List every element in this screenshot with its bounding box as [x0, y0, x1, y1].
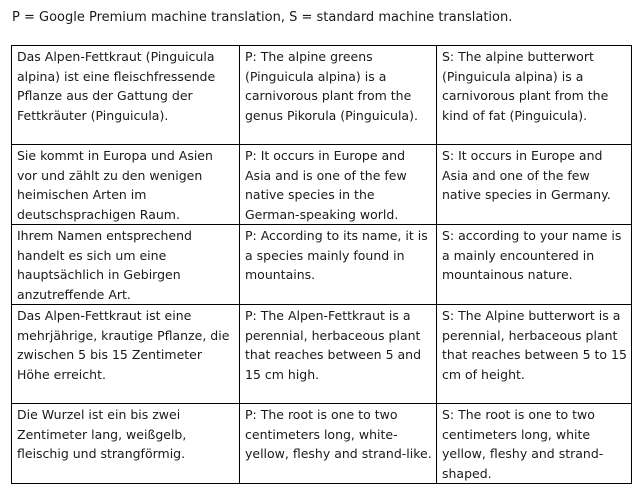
standard-translation-cell: S: according to your name is a mainly encountered in mountainous nature. — [437, 225, 632, 305]
translation-comparison-table — [11, 45, 632, 484]
premium-translation-cell: P: It occurs in Europe and Asia and is one of the few native species in the German-speaking world. — [240, 145, 437, 225]
standard-translation-cell: S: It occurs in Europe and Asia and one of the few native species in Germany. — [437, 145, 632, 225]
german-source-cell: Das Alpen-Fettkraut (Pinguicula alpina) ist eine fleischfressende Pflanze aus der Gattung der Fettkräuter (Pinguicula). — [12, 46, 240, 145]
premium-translation-cell: P: According to its name, it is a species mainly found in mountains. — [240, 225, 437, 305]
table-row — [12, 145, 632, 225]
standard-translation-cell: S: The root is one to two centimeters long, white yellow, fleshy and strand-shaped. — [437, 404, 632, 484]
table-row — [12, 46, 632, 145]
premium-translation-cell: P: The root is one to two centimeters long, white-yellow, fleshy and strand-like. — [240, 404, 437, 484]
legend-caption: P = Google Premium machine translation, S = standard machine translation. — [12, 10, 513, 25]
german-source-cell: Ihrem Namen entsprechend handelt es sich um eine hauptsächlich in Gebirgen anzutreffende Art. — [12, 225, 240, 305]
table-row — [12, 404, 632, 484]
standard-translation-cell: S: The alpine butterwort (Pinguicula alpina) is a carnivorous plant from the kind of fat (Pinguicula). — [437, 46, 632, 145]
premium-translation-cell: P: The alpine greens (Pinguicula alpina) is a carnivorous plant from the genus Pikorula (Pinguicula). — [240, 46, 437, 145]
table-row — [12, 305, 632, 404]
german-source-cell: Die Wurzel ist ein bis zwei Zentimeter lang, weißgelb, fleischig und strangförmig. — [12, 404, 240, 484]
german-source-cell: Sie kommt in Europa und Asien vor und zählt zu den wenigen heimischen Arten im deutschsprachigen Raum. — [12, 145, 240, 225]
premium-translation-cell: P: The Alpen-Fettkraut is a perennial, herbaceous plant that reaches between 5 and 15 cm high. — [240, 305, 437, 404]
german-source-cell: Das Alpen-Fettkraut ist eine mehrjährige, krautige Pflanze, die zwischen 5 bis 15 Zentimeter Höhe erreicht. — [12, 305, 240, 404]
table-row — [12, 225, 632, 305]
standard-translation-cell: S: The Alpine butterwort is a perennial, herbaceous plant that reaches between 5 to 15 cm of height. — [437, 305, 632, 404]
